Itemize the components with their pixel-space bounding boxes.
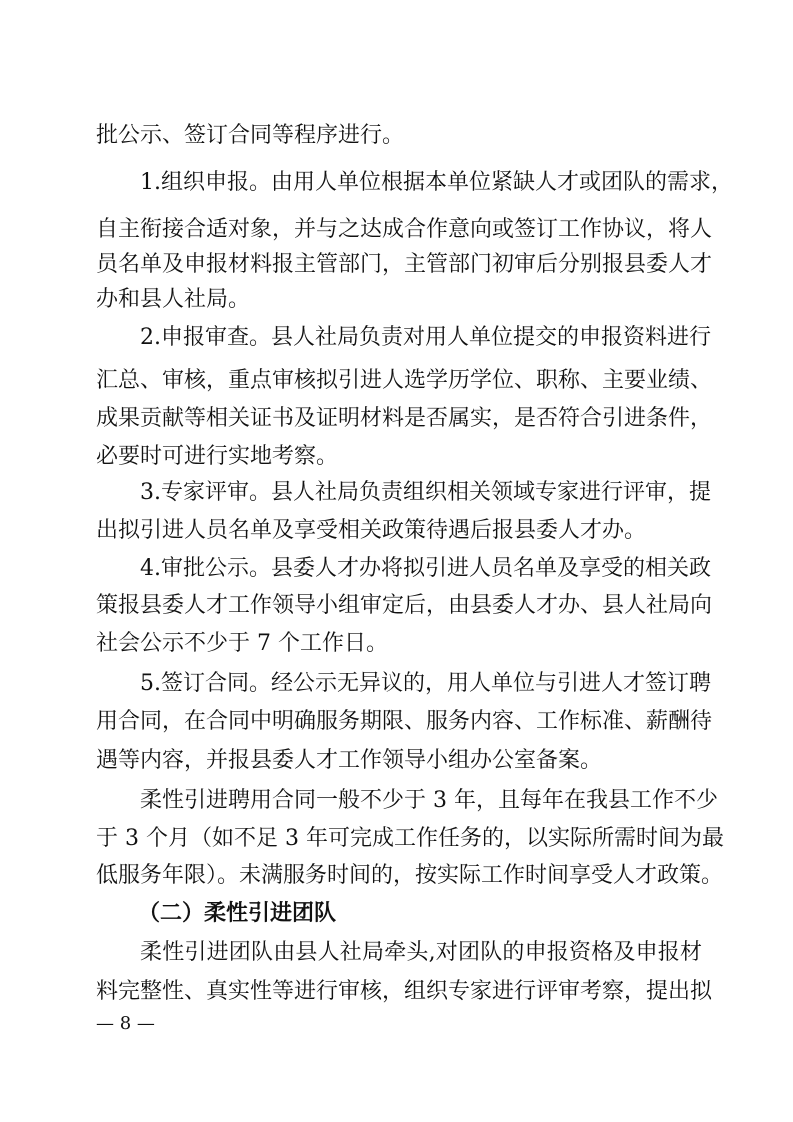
text-line-5: 办和县人社局。 bbox=[96, 287, 251, 312]
text-line-19: 于 3 个月（如不足 3 年可完成工作任务的，以实际所需时间为最 bbox=[96, 826, 724, 851]
text-line-1: 批公示、签订合同等程序进行。 bbox=[96, 123, 405, 148]
text-line-20: 低服务年限）。未满服务时间的，按实际工作时间享受人才政策。 bbox=[96, 863, 724, 888]
text-line-23: 料完整性、真实性等进行审核，组织专家进行评审考察，提出拟 bbox=[96, 979, 713, 1004]
text-line-6: 2.申报审查。县人社局负责对用人单位提交的申报资料进行 bbox=[140, 325, 711, 350]
text-line-18: 柔性引进聘用合同一般不少于 3 年，且每年在我县工作不少 bbox=[140, 788, 718, 813]
text-line-10: 3.专家评审。县人社局负责组织相关领域专家进行评审，提 bbox=[140, 480, 711, 505]
text-line-4: 员名单及申报材料报主管部门，主管部门初审后分别报县委人才 bbox=[96, 252, 713, 277]
text-line-13: 策报县委人才工作领导小组审定后，由县委人才办、县人社局向 bbox=[96, 593, 713, 618]
text-line-7: 汇总、审核，重点审核拟引进人选学历学位、职称、主要业绩、 bbox=[96, 368, 713, 393]
text-line-9: 必要时可进行实地考察。 bbox=[96, 444, 339, 469]
text-line-3: 自主衔接合适对象，并与之达成合作意向或签订工作协议，将人 bbox=[96, 217, 713, 242]
page-number: — 8 — bbox=[96, 1013, 155, 1034]
text-line-22: 柔性引进团队由县人社局牵头,对团队的申报资格及申报材 bbox=[140, 940, 702, 965]
text-line-2: 1.组织申报。由用人单位根据本单位紧缺人才或团队的需求， bbox=[140, 170, 733, 195]
section-heading: （二）柔性引进团队 bbox=[138, 901, 337, 926]
text-line-11: 出拟引进人员名单及享受相关政策待遇后报县委人才办。 bbox=[96, 518, 647, 543]
text-line-17: 遇等内容，并报县委人才工作领导小组办公室备案。 bbox=[96, 748, 603, 773]
text-line-8: 成果贡献等相关证书及证明材料是否属实，是否符合引进条件， bbox=[96, 406, 713, 431]
text-line-12: 4.审批公示。县委人才办将拟引进人员名单及享受的相关政 bbox=[140, 556, 711, 581]
text-line-15: 5.签订合同。经公示无异议的，用人单位与引进人才签订聘 bbox=[140, 671, 711, 696]
text-line-14: 社会公示不少于 7 个工作日。 bbox=[96, 631, 388, 656]
text-line-16: 用合同，在合同中明确服务期限、服务内容、工作标准、薪酬待 bbox=[96, 709, 713, 734]
